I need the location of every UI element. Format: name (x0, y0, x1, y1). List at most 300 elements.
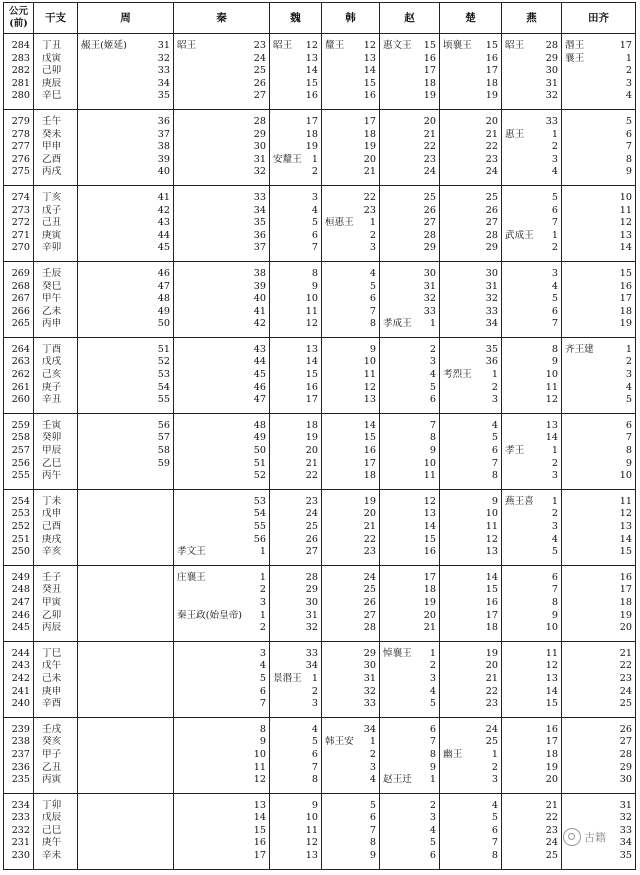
reign-year: 18 (305, 419, 318, 431)
cell-yan (502, 458, 562, 471)
reign-year: 14 (619, 242, 632, 254)
reign-year: 5 (369, 799, 376, 811)
reign-year: 30 (545, 65, 558, 77)
cell-zhou (78, 413, 174, 432)
reign-year: 16 (305, 90, 318, 102)
cell-tianqi (562, 394, 636, 413)
reign-year: 7 (311, 761, 318, 773)
table-row (4, 281, 636, 294)
table-row (4, 597, 636, 610)
reign-year: 14 (619, 533, 632, 545)
reign-year: 22 (363, 533, 376, 545)
year-value: 245 (11, 622, 30, 634)
reign-year: 21 (423, 622, 436, 634)
year-value: 232 (11, 824, 30, 836)
reign-year: 1 (551, 128, 558, 140)
reign-year: 13 (305, 52, 318, 64)
cell-year (4, 413, 34, 432)
reign-year: 29 (423, 242, 436, 254)
reign-year: 13 (305, 850, 318, 862)
year-value: 266 (11, 305, 30, 317)
reign-year: 9 (551, 609, 558, 621)
reign-year: 30 (253, 141, 266, 153)
table-row (4, 534, 636, 547)
cell-tianqi (562, 369, 636, 382)
cell-year (4, 337, 34, 356)
cell-zhou (78, 565, 174, 584)
reign-year: 18 (423, 77, 436, 89)
cell-han (322, 141, 380, 154)
reign-year: 28 (423, 229, 436, 241)
cell-wei (270, 306, 322, 319)
cell-zhou (78, 534, 174, 547)
cell-zhao (380, 382, 440, 395)
cell-tianqi (562, 546, 636, 565)
cell-ganzhi (34, 166, 78, 185)
ganzhi-value: 丁亥 (42, 191, 62, 203)
cell-zhao (380, 369, 440, 382)
cell-qin (174, 445, 270, 458)
cell-yan (502, 337, 562, 356)
cell-chu (440, 78, 502, 91)
reign-year: 12 (545, 660, 558, 672)
table-row (4, 78, 636, 91)
cell-zhou (78, 369, 174, 382)
cell-zhao (380, 356, 440, 369)
ganzhi-value: 乙巳 (42, 457, 62, 469)
reign-year: 50 (253, 445, 266, 457)
reign-year: 33 (423, 305, 436, 317)
table-row (4, 129, 636, 142)
ganzhi-value: 丙寅 (42, 774, 62, 786)
cell-year (4, 837, 34, 850)
cell-wei (270, 432, 322, 445)
cell-ganzhi (34, 825, 78, 838)
cell-ganzhi (34, 306, 78, 319)
reign-year: 5 (259, 672, 266, 684)
cell-year (4, 65, 34, 78)
reign-year: 34 (485, 318, 498, 330)
cell-chu (440, 584, 502, 597)
year-value: 231 (11, 837, 30, 849)
cell-qin (174, 281, 270, 294)
reign-year: 35 (485, 343, 498, 355)
reign-year: 13 (619, 229, 632, 241)
cell-zhao (380, 749, 440, 762)
cell-qin (174, 736, 270, 749)
cell-zhou (78, 774, 174, 793)
cell-ganzhi (34, 432, 78, 445)
cell-zhao (380, 65, 440, 78)
cell-ganzhi (34, 230, 78, 243)
reign-year: 16 (363, 90, 376, 102)
cell-zhao (380, 129, 440, 142)
reign-year: 31 (253, 153, 266, 165)
ruler-label: 赵王迁 (383, 774, 412, 786)
reign-year: 20 (423, 115, 436, 127)
cell-han (322, 166, 380, 185)
reign-year: 32 (157, 52, 170, 64)
reign-year: 8 (429, 748, 436, 760)
table-row (4, 34, 636, 53)
reign-year: 11 (545, 381, 558, 393)
reign-year: 9 (551, 356, 558, 368)
cell-zhou (78, 584, 174, 597)
year-value: 277 (11, 141, 30, 153)
reign-year: 6 (491, 445, 498, 457)
cell-han (322, 749, 380, 762)
reign-year: 1 (369, 217, 376, 229)
cell-qin (174, 53, 270, 66)
reign-year: 43 (157, 217, 170, 229)
cell-tianqi (562, 489, 636, 508)
cell-qin (174, 825, 270, 838)
cell-chu (440, 445, 502, 458)
cell-wei (270, 686, 322, 699)
table-row (4, 565, 636, 584)
ganzhi-value: 乙卯 (42, 609, 62, 621)
cell-qin (174, 356, 270, 369)
cell-han (322, 369, 380, 382)
cell-ganzhi (34, 205, 78, 218)
cell-qin (174, 673, 270, 686)
reign-year: 18 (423, 584, 436, 596)
table-row (4, 413, 636, 432)
ruler-label: 燕王喜 (505, 495, 534, 507)
ruler-label: 武成王 (505, 229, 534, 241)
reign-year: 13 (485, 546, 498, 558)
cell-zhou (78, 356, 174, 369)
reign-year: 19 (363, 495, 376, 507)
reign-year: 4 (551, 166, 558, 178)
reign-year: 3 (551, 470, 558, 482)
reign-year: 24 (363, 571, 376, 583)
reign-year: 1 (429, 318, 436, 330)
reign-year: 4 (429, 685, 436, 697)
reign-year: 9 (429, 445, 436, 457)
cell-qin (174, 749, 270, 762)
reign-year: 49 (253, 432, 266, 444)
cell-ganzhi (34, 109, 78, 128)
cell-chu (440, 217, 502, 230)
reign-year: 5 (491, 432, 498, 444)
reign-year: 25 (619, 698, 632, 710)
cell-qin (174, 546, 270, 565)
cell-han (322, 698, 380, 717)
cell-qin (174, 369, 270, 382)
year-value: 254 (11, 495, 30, 507)
cell-yan (502, 432, 562, 445)
cell-qin (174, 793, 270, 812)
cell-year (4, 458, 34, 471)
reign-year: 5 (429, 381, 436, 393)
cell-ganzhi (34, 65, 78, 78)
reign-year: 3 (429, 356, 436, 368)
reign-year: 7 (491, 457, 498, 469)
cell-year (4, 217, 34, 230)
reign-year: 22 (485, 685, 498, 697)
reign-year: 6 (369, 812, 376, 824)
cell-han (322, 660, 380, 673)
cell-ganzhi (34, 686, 78, 699)
cell-ganzhi (34, 717, 78, 736)
cell-ganzhi (34, 610, 78, 623)
reign-year: 18 (545, 748, 558, 760)
cell-tianqi (562, 356, 636, 369)
year-value: 278 (11, 128, 30, 140)
reign-year: 19 (363, 141, 376, 153)
reign-year: 18 (363, 128, 376, 140)
reign-year: 5 (625, 394, 632, 406)
reign-year: 4 (625, 381, 632, 393)
cell-zhao (380, 242, 440, 261)
cell-zhou (78, 293, 174, 306)
reign-year: 23 (363, 204, 376, 216)
cell-wei (270, 660, 322, 673)
cell-qin (174, 217, 270, 230)
cell-ganzhi (34, 673, 78, 686)
cell-han (322, 534, 380, 547)
year-value: 243 (11, 660, 30, 672)
table-row (4, 489, 636, 508)
cell-wei (270, 717, 322, 736)
reign-year: 17 (485, 609, 498, 621)
cell-qin (174, 774, 270, 793)
cell-tianqi (562, 154, 636, 167)
reign-year: 35 (619, 850, 632, 862)
ruler-label: 安釐王 (273, 153, 302, 165)
cell-tianqi (562, 597, 636, 610)
reign-year: 19 (485, 647, 498, 659)
cell-yan (502, 698, 562, 717)
reign-year: 12 (363, 381, 376, 393)
cell-ganzhi (34, 749, 78, 762)
cell-zhao (380, 90, 440, 109)
reign-year: 32 (619, 812, 632, 824)
reign-year: 32 (485, 293, 498, 305)
cell-tianqi (562, 185, 636, 204)
reign-year: 20 (545, 774, 558, 786)
cell-zhao (380, 698, 440, 717)
reign-year: 42 (157, 204, 170, 216)
cell-ganzhi (34, 597, 78, 610)
year-value: 258 (11, 432, 30, 444)
year-value: 247 (11, 596, 30, 608)
reign-year: 42 (253, 318, 266, 330)
cell-year (4, 774, 34, 793)
reign-year: 1 (625, 343, 632, 355)
cell-zhou (78, 736, 174, 749)
ganzhi-value: 庚辰 (42, 77, 62, 89)
reign-year: 22 (619, 660, 632, 672)
header-tianqi: 田齐 (562, 3, 636, 34)
reign-year: 34 (253, 204, 266, 216)
table-row (4, 432, 636, 445)
year-value: 233 (11, 812, 30, 824)
ruler-label: 齐王建 (565, 343, 594, 355)
ruler-label: 秦王政(始皇帝) (177, 609, 243, 621)
ganzhi-value: 丁酉 (42, 343, 62, 355)
table-row (4, 698, 636, 717)
cell-yan (502, 850, 562, 869)
ruler-label: 襄王 (565, 52, 585, 64)
cell-wei (270, 774, 322, 793)
reign-year: 19 (485, 90, 498, 102)
cell-chu (440, 369, 502, 382)
cell-zhou (78, 749, 174, 762)
reign-year: 4 (369, 267, 376, 279)
reign-year: 23 (363, 546, 376, 558)
cell-zhou (78, 281, 174, 294)
cell-zhou (78, 306, 174, 319)
cell-zhou (78, 686, 174, 699)
watermark (563, 823, 631, 851)
reign-year: 15 (545, 698, 558, 710)
cell-han (322, 622, 380, 641)
cell-tianqi (562, 382, 636, 395)
cell-yan (502, 774, 562, 793)
cell-wei (270, 369, 322, 382)
reign-year: 55 (253, 521, 266, 532)
chronology-table (3, 2, 636, 870)
cell-han (322, 597, 380, 610)
table-row (4, 825, 636, 838)
reign-year: 10 (253, 748, 266, 760)
table-row (4, 673, 636, 686)
reign-year: 31 (485, 280, 498, 292)
cell-tianqi (562, 470, 636, 489)
reign-year: 29 (363, 647, 376, 659)
table-row (4, 641, 636, 660)
reign-year: 53 (157, 369, 170, 381)
cell-yan (502, 565, 562, 584)
cell-zhao (380, 154, 440, 167)
cell-tianqi (562, 205, 636, 218)
cell-zhou (78, 717, 174, 736)
reign-year: 6 (625, 128, 632, 140)
reign-year: 18 (619, 305, 632, 317)
cell-han (322, 584, 380, 597)
table-row (4, 337, 636, 356)
reign-year: 31 (545, 77, 558, 89)
reign-year: 12 (305, 837, 318, 849)
cell-zhao (380, 337, 440, 356)
ganzhi-value: 壬子 (42, 571, 62, 583)
table-row (4, 261, 636, 280)
reign-year: 12 (305, 318, 318, 330)
reign-year: 3 (369, 242, 376, 254)
cell-qin (174, 293, 270, 306)
reign-year: 23 (253, 40, 266, 51)
reign-year: 31 (157, 40, 170, 51)
cell-year (4, 812, 34, 825)
cell-year (4, 154, 34, 167)
reign-year: 29 (545, 52, 558, 64)
cell-wei (270, 584, 322, 597)
reign-year: 2 (311, 166, 318, 178)
cell-wei (270, 622, 322, 641)
reign-year: 35 (157, 90, 170, 102)
cell-zhou (78, 65, 174, 78)
cell-year (4, 281, 34, 294)
cell-qin (174, 242, 270, 261)
cell-zhou (78, 154, 174, 167)
cell-year (4, 489, 34, 508)
cell-zhou (78, 521, 174, 534)
cell-zhou (78, 394, 174, 413)
table-row (4, 749, 636, 762)
cell-yan (502, 166, 562, 185)
reign-year: 25 (305, 521, 318, 532)
reign-year: 11 (423, 470, 436, 482)
cell-tianqi (562, 337, 636, 356)
reign-year: 2 (429, 799, 436, 811)
cell-wei (270, 850, 322, 869)
cell-chu (440, 109, 502, 128)
reign-year: 6 (625, 419, 632, 431)
reign-year: 33 (363, 698, 376, 710)
reign-year: 12 (485, 533, 498, 545)
cell-wei (270, 65, 322, 78)
cell-year (4, 717, 34, 736)
cell-qin (174, 597, 270, 610)
cell-tianqi (562, 686, 636, 699)
ruler-label: 惠王 (505, 128, 525, 140)
cell-wei (270, 489, 322, 508)
reign-year: 24 (423, 166, 436, 178)
reign-year: 8 (491, 850, 498, 862)
reign-year: 36 (157, 115, 170, 127)
reign-year: 12 (253, 774, 266, 786)
reign-year: 2 (259, 584, 266, 596)
reign-year: 1 (369, 736, 376, 748)
ganzhi-value: 己巳 (42, 824, 62, 836)
wechat-icon (563, 828, 581, 846)
cell-chu (440, 129, 502, 142)
cell-year (4, 597, 34, 610)
cell-zhou (78, 337, 174, 356)
ganzhi-value: 己酉 (42, 521, 62, 532)
cell-yan (502, 717, 562, 736)
reign-year: 15 (423, 533, 436, 545)
cell-wei (270, 281, 322, 294)
reign-year: 16 (253, 837, 266, 849)
cell-yan (502, 230, 562, 243)
reign-year: 25 (253, 65, 266, 77)
cell-qin (174, 78, 270, 91)
reign-year: 2 (429, 660, 436, 672)
ruler-label: 桓惠王 (325, 217, 354, 229)
reign-year: 10 (305, 812, 318, 824)
ganzhi-value: 辛酉 (42, 698, 62, 710)
cell-ganzhi (34, 242, 78, 261)
reign-year: 24 (485, 723, 498, 735)
reign-year: 17 (545, 736, 558, 748)
year-value: 272 (11, 217, 30, 229)
cell-tianqi (562, 660, 636, 673)
cell-ganzhi (34, 534, 78, 547)
table-row (4, 546, 636, 565)
cell-year (4, 369, 34, 382)
cell-qin (174, 185, 270, 204)
cell-yan (502, 641, 562, 660)
reign-year: 29 (485, 242, 498, 254)
ganzhi-value: 癸卯 (42, 432, 62, 444)
year-value: 263 (11, 356, 30, 368)
reign-year: 56 (157, 419, 170, 431)
cell-tianqi (562, 129, 636, 142)
ganzhi-value: 甲午 (42, 293, 62, 305)
